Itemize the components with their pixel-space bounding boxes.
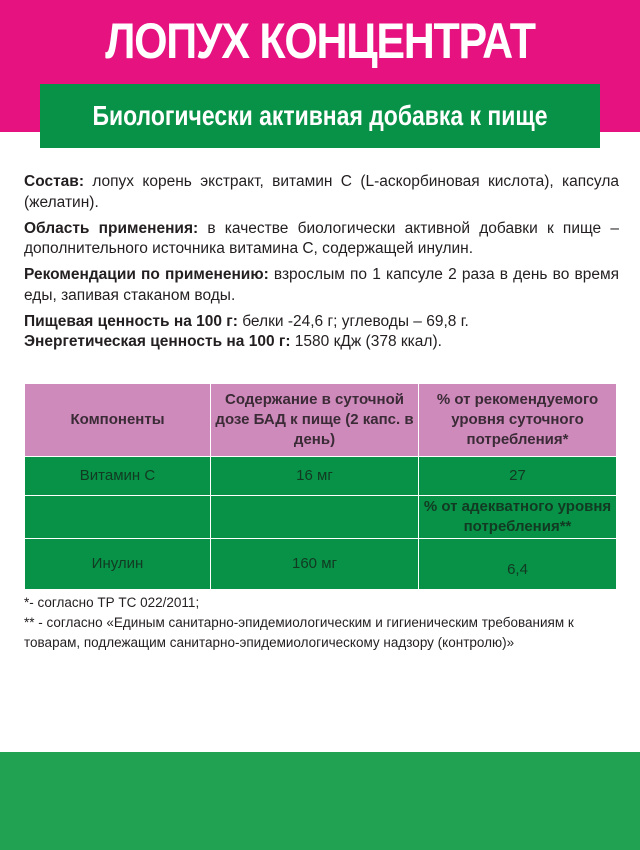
cell-component: Инулин [25, 539, 211, 590]
bottom-green-band [0, 752, 640, 850]
table-header-row [25, 384, 617, 457]
nutrition-text: белки -24,6 г; углеводы – 69,8 г. [237, 312, 469, 330]
header-recommended-percent: % от рекомендуемого уровня суточного потребления* [419, 384, 617, 457]
cell-adequate-level-header: % от адекватного уровня потребления** [419, 496, 617, 539]
table-row [25, 539, 617, 590]
product-subtitle: Биологически активная добавка к пище [92, 100, 548, 131]
composition-text: лопух корень экстракт, витамин С (L-аскорбиновая кислота), капсула (желатин). [24, 173, 619, 211]
product-info [24, 172, 619, 358]
cell-percent: 27 [419, 457, 617, 496]
application-text: в качестве биологически активной добавки к пище – дополнительного источника витамина С, содержащей инулин. [24, 219, 619, 257]
table-row [25, 457, 617, 496]
header-daily-dose: Содержание в суточной дозе БАД к пище (2 капс. в день) [211, 384, 419, 457]
header-components: Компоненты [25, 384, 211, 457]
application-paragraph [24, 219, 619, 260]
energy-paragraph [24, 332, 619, 353]
recommendations-label: Рекомендации по применению: [24, 266, 269, 283]
cell-percent: 6,4 [419, 539, 617, 590]
table-row [25, 496, 617, 539]
footnote-1: *- согласно ТР ТС 022/2011; [24, 595, 200, 610]
recommendations-text: взрослым по 1 капсуле 2 раза в день во время еды, запивая стаканом воды. [24, 266, 619, 304]
energy-text: 1580 кДж (378 ккал). [290, 333, 442, 350]
footnote-2: ** - согласно «Единым санитарно-эпидемиологическим и гигиеническим требованиям к товарам, подлежащим санитарно-эпидемиологическому надзору (контролю)» [24, 615, 574, 650]
cell-amount: 160 мг [211, 539, 419, 590]
recommendations-paragraph [24, 265, 619, 306]
composition-label: Состав: [24, 173, 84, 190]
product-title: ЛОПУХ КОНЦЕНТРАТ [105, 13, 535, 69]
composition-paragraph [24, 172, 619, 213]
energy-label: Энергетическая ценность на 100 г: [24, 333, 291, 350]
nutrition-label: Пищевая ценность на 100 г: [24, 312, 238, 330]
application-label: Область применения: [24, 219, 199, 237]
components-table [24, 383, 617, 590]
cell-amount: 16 мг [211, 457, 419, 496]
nutrition-paragraph [24, 312, 619, 333]
subtitle-banner [40, 84, 600, 148]
cell-component: Витамин С [25, 457, 211, 496]
cell-component [25, 496, 211, 539]
cell-amount [211, 496, 419, 539]
footnotes [24, 593, 624, 653]
